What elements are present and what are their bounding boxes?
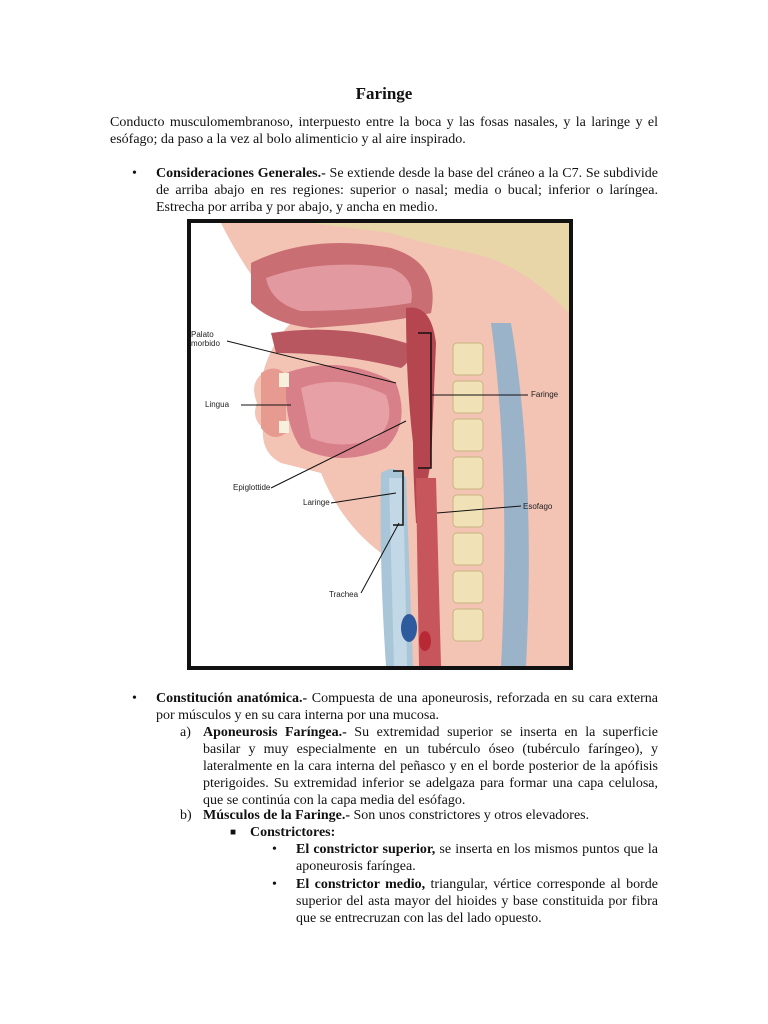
- bullet-icon: •: [132, 691, 137, 706]
- consideraciones-text: Se extiende desde la base del cráneo a la C7. Se subdivide de arriba abajo en res regiones: superior o nasal; media o bucal; inferior o laríngea. Estrecha por arriba y por abajo, y ancha en medio.: [156, 166, 659, 215]
- label-esofago: Esofago: [523, 502, 553, 511]
- item-b-paragraph: [203, 807, 658, 824]
- constitucion-paragraph: [156, 690, 658, 724]
- item-a-heading: Aponeurosis Faríngea.-: [203, 725, 347, 740]
- constrictor-medio-paragraph: [296, 876, 658, 927]
- label-epiglottide: Epiglottide: [233, 483, 271, 492]
- item-b-marker: b): [180, 808, 192, 823]
- label-laringe: Laringe: [303, 498, 330, 507]
- bullet-icon: •: [272, 842, 277, 857]
- constitucion-heading: Constitución anatómica.-: [156, 691, 308, 706]
- label-trachea: Trachea: [329, 590, 359, 599]
- constrictor-medio-text: triangular, vértice corresponde al borde superior del asta mayor del hioides y base constituida por fibra que se entrecruzan con las del lado opuesto.: [296, 877, 658, 926]
- label-faringe: Faringe: [531, 390, 559, 399]
- item-a-marker: a): [180, 725, 191, 740]
- label-palato: Palato: [191, 330, 214, 339]
- item-a-text: Su extremidad superior se inserta en la superficie basilar y muy especialmente en un tubérculo óseo (tubérculo faríngeo), y lateralmente en la cara interna del peñasco y en el borde posterior de la apófisis pterigoides. Su extremidad inferior se adelgaza para formar una capa celulosa, que se continúa con la capa media del esófago.: [203, 725, 659, 808]
- pharynx-illustration: [191, 223, 569, 666]
- consideraciones-paragraph: [156, 165, 658, 216]
- constrictor-superior-heading: El constrictor superior,: [296, 842, 436, 857]
- constitucion-text: Compuesta de una aponeurosis, reforzada en su cara externa por músculos y en su cara interna por una mucosa.: [156, 691, 658, 723]
- constrictor-medio-heading: El constrictor medio,: [296, 877, 426, 892]
- pharynx-anatomy-figure: [187, 219, 573, 670]
- intro-paragraph: Conducto musculomembranoso, interpuesto entre la boca y las fosas nasales, y la laringe y el esófago; da paso a la vez al bolo alimenticio y al aire inspirado.: [110, 115, 658, 147]
- constrictor-superior-paragraph: [296, 841, 658, 875]
- page-title: Faringe: [355, 84, 413, 103]
- consideraciones-heading: Consideraciones Generales.-: [156, 166, 326, 181]
- square-bullet-icon: ■: [230, 827, 237, 838]
- constrictor-superior-text: se inserta en los mismos puntos que la aponeurosis faríngea.: [296, 842, 658, 874]
- bullet-icon: •: [272, 877, 277, 892]
- item-a-paragraph: [203, 724, 658, 809]
- constrictores-heading: Constrictores:: [250, 825, 336, 840]
- label-lingua: Lingua: [205, 400, 230, 409]
- item-b-heading: Músculos de la Faringe.-: [203, 808, 350, 823]
- bullet-icon: •: [132, 166, 137, 181]
- label-palato-morbido: morbido: [191, 339, 220, 348]
- item-b-text: Son unos constrictores y otros elevadores.: [350, 808, 590, 823]
